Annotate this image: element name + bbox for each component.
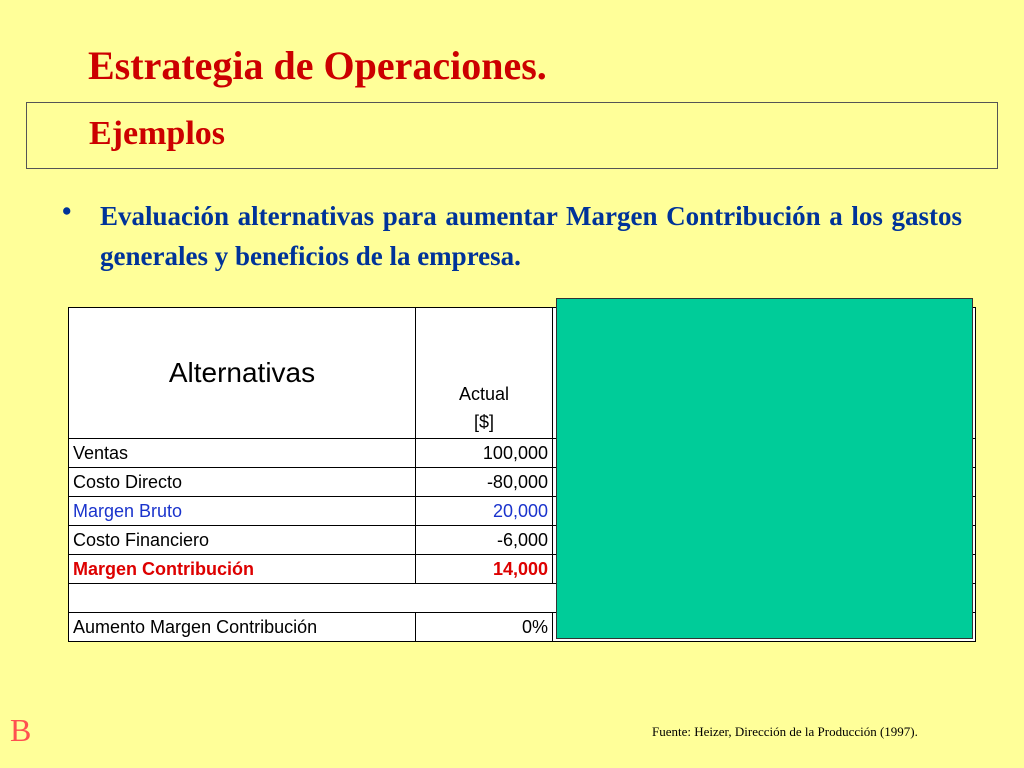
row-value: 20,000 bbox=[416, 497, 553, 526]
bullet-text: Evaluación alternativas para aumentar Margen Contribución a los gastos generales y beneficios de la empresa. bbox=[100, 201, 962, 271]
row-label: Margen Contribución bbox=[69, 555, 416, 584]
row-value: -6,000 bbox=[416, 526, 553, 555]
slide-title: Estrategia de Operaciones. bbox=[88, 43, 547, 88]
corner-letter: B bbox=[10, 712, 32, 748]
row-value: 0% bbox=[416, 613, 553, 642]
header-alternativas: Alternativas bbox=[69, 308, 416, 439]
row-value: 100,000 bbox=[416, 439, 553, 468]
header-actual-unit: [$] bbox=[473, 412, 494, 432]
bullet-dot-icon: • bbox=[62, 196, 72, 226]
row-label: Ventas bbox=[69, 439, 416, 468]
row-label: Aumento Margen Contribución bbox=[69, 613, 416, 642]
row-value: 14,000 bbox=[416, 555, 553, 584]
header-actual bbox=[416, 308, 553, 439]
slide-subtitle: Ejemplos bbox=[89, 115, 225, 152]
subtitle-box bbox=[26, 102, 998, 169]
row-value: -80,000 bbox=[416, 468, 553, 497]
row-label: Costo Directo bbox=[69, 468, 416, 497]
header-actual-label: Actual bbox=[458, 384, 510, 404]
row-label: Margen Bruto bbox=[69, 497, 416, 526]
source-citation: Fuente: Heizer, Dirección de la Producción (1997). bbox=[652, 724, 918, 739]
row-label: Costo Financiero bbox=[69, 526, 416, 555]
green-cover-box bbox=[556, 298, 973, 639]
